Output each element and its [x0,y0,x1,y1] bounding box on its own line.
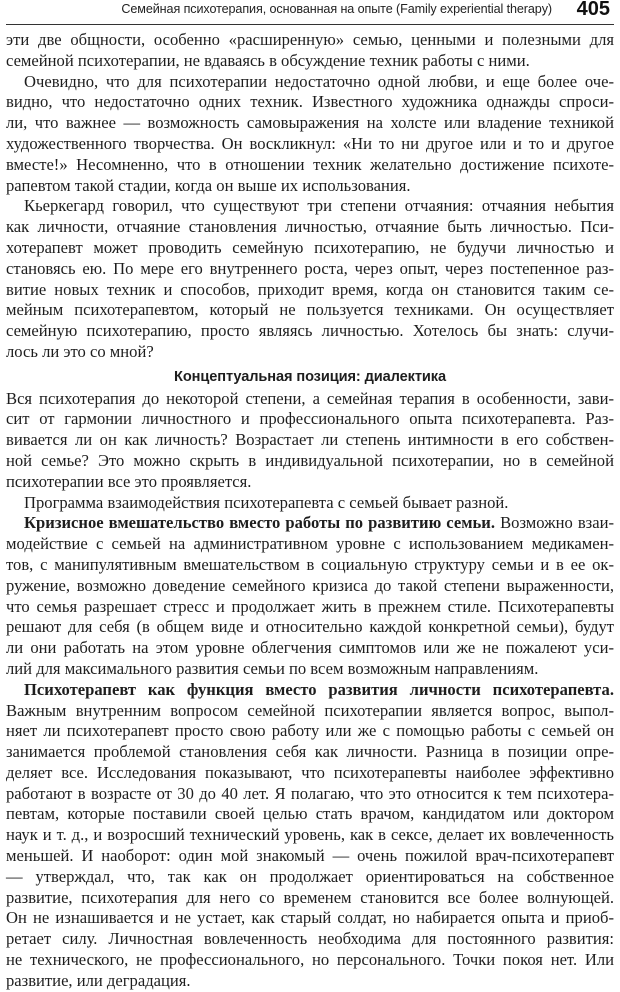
text-line [6,680,614,701]
text-line: витие новых техник и способов, приходит время, когда он становится таким се- [6,279,614,299]
text-line [6,513,614,534]
text-line: хотерапевт может проводить семейную психотерапию, не будучи личностью и [6,237,614,257]
text-line: мейным психотерапевтом, который не пользуется техниками. Он осуществляет [6,300,614,320]
text-line: Кьеркегард говорил, что существуют три степени отчаяния: отчаяния небытия [24,196,614,216]
text-line: видно, что недостаточно одних техник. Известного художника однажды спроси- [6,92,614,112]
text-line: семейной психотерапии, не вдаваясь в обсуждение техник работы с ними. [6,50,530,70]
paragraph-5 [6,493,614,514]
text-line: художественного творчества. Он воскликнул: «Ни то ни другое или и то и другое [6,133,614,153]
text-line: как личности, отчаяние становления личностью, отчаяние быть личностью. Пси- [6,217,614,237]
text-line: вместе!» Несомненно, что в отношении техник желательно достижение психоте- [6,154,614,174]
text-line: лий для максимального развития семьи по всем возможным направлениям. [6,658,539,678]
text-line: эти две общности, особенно «расширенную» семью, ценными и полезными для [6,30,614,49]
text-line: няет ли психотерапевт просто свою работу или же с помощью работы с семьей он [6,721,614,741]
page-header [6,0,614,25]
paragraph-3 [6,196,614,362]
text-line: Он не изнашивается и не устает, как старый солдат, но набирается опыта и приоб- [6,908,614,928]
text-run: Возможно взаи- [495,513,614,533]
text-line: ружение, возможно доведение семейного кризиса до такой степени выраженности, [6,575,614,595]
text-line: Программа взаимодействия психотерапевта с семьей бывает разной. [24,492,509,512]
text-line: деляет все. Исследования показывают, что психотерапевты наиболее эффективно [6,762,614,782]
text-line: что семья разрешает стресс и продолжает жить в прежнем стиле. Психотерапевты [6,596,614,616]
text-line: лось ли это со мной? [6,341,154,361]
text-line: становясь ею. По мере его внутреннего роста, через опыт, через постепенное раз- [6,258,614,278]
text-line: Важным внутренним вопросом семейной психотерапии является вопрос, выпол- [6,700,614,720]
text-line: развитие, психотерапия для него со временем становится все более волнующей. [6,887,614,907]
paragraph-6 [6,513,614,679]
text-line: сит от гармонии личностного и профессионального опыта психотерапевта. Раз- [6,409,614,429]
paragraph-4 [6,389,614,493]
paragraph-2 [6,72,614,197]
page-body [6,30,614,992]
text-line: решают для себя (в общем виде и относительно каждой конкретной семьи), будут [6,617,614,637]
text-line: меньшей. И наоборот: один мой знакомый — очень пожилой врач-психотерапевт [6,846,614,866]
text-line: ретает силу. Личностная вовлеченность необходима для постоянного развития: [6,929,614,949]
running-title: Семейная психотерапия, основанная на опыте (Family experiential therapy) [121,2,552,16]
text-line: рапевтом такой стадии, когда он выше их использования. [6,175,411,195]
text-line: занимается проблемой становления себя как личности. Разница в позиции опре- [6,742,614,762]
section-heading: Концептуальная позиция: диалектика [174,368,446,385]
text-line: модействие с семьей на административном уровне с использованием медикамен- [6,534,614,554]
text-line: Очевидно, что для психотерапии недостаточно одной любви, и еще более оче- [24,71,614,91]
bold-lead: Психотерапевт как функция вместо развития личности психотерапевта. [24,679,614,699]
text-line: тов, с манипулятивным вмешательством в социальную структуру семьи и в ее ок- [6,554,614,574]
text-line: наук и т. д., и возросший технический уровень, как в сексе, делает их вовлеченность [6,825,614,845]
text-line: вивается ли он как личность? Возрастает ли степень интимности в его собствен- [6,430,614,450]
text-line: семейную психотерапию, просто являясь личностью. Хотелось бы знать: случи- [6,321,614,341]
text-line: не технического, не профессионального, но персонального. Точки покоя нет. Или [6,950,614,970]
text-line: — утверждал, что, так как он продолжает ориентироваться на собственное [6,866,614,886]
paragraph-7 [6,680,614,992]
bold-lead: Кризисное вмешательство вместо работы по развитию семьи. [24,513,496,533]
paragraph-1 [6,30,614,72]
text-line: ной семье? Это можно скрыть в индивидуальной психотерапии, но в семейной [6,450,614,470]
text-line: ли они работать на этом уровне облегчения симптомов или же не пожалеют уси- [6,638,614,658]
book-page [6,0,614,990]
page-number: 405 [576,0,610,20]
text-line: психотерапии все это проявляется. [6,471,252,491]
text-line: ли, что важнее — возможность самовыражения на холсте или владение техникой [6,113,614,133]
text-line: певтам, которые поставили своей целью стать врачом, кандидатом или доктором [6,804,614,824]
text-line: работают в возрасте от 30 до 40 лет. Я полагаю, что это относится к тем психотера- [6,783,614,803]
text-line: развитие, или деградация. [6,970,191,990]
text-line: Вся психотерапия до некоторой степени, а семейная терапия в особенности, зави- [6,388,614,408]
